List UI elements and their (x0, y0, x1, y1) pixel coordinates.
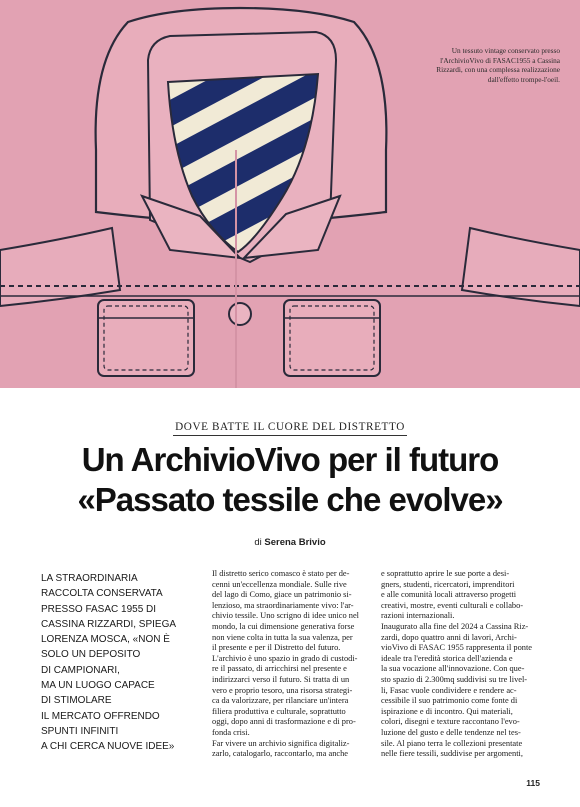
body-line: il presente e per il Distretto del futuro. (212, 643, 341, 653)
page-number: 115 (526, 778, 540, 788)
byline-prefix: di (254, 537, 262, 548)
body-line: non viene colta in tutta la sua valenza, per (212, 632, 353, 642)
body-column-2 (381, 569, 541, 760)
caption-line: Un tessuto vintage conservato presso (451, 46, 560, 55)
body-line: indirizzarci verso il futuro. Si tratta di un (212, 674, 350, 684)
body-line: cessibile il suo patrimonio come fonte di (381, 696, 518, 706)
caption-line: Rizzardi, con una complessa realizzazione (436, 65, 560, 75)
body-line: re il passato, di arricchirsi nel presente e (212, 664, 347, 674)
section-kicker (0, 421, 580, 433)
body-line: razioni internazionali. (381, 611, 455, 621)
pull-quote-line: PRESSO FASAC 1955 DI (41, 603, 157, 615)
body-line: fonda crisi. (212, 727, 250, 737)
body-line: ca da valorizzare, per rilanciare un'intera (212, 696, 349, 706)
body-line: lenzioso, ma straordinariamente vivo: l'ar- (212, 600, 354, 610)
pull-quote (41, 571, 191, 755)
body-line: gners, studenti, ricercatori, imprenditori (381, 579, 515, 589)
pull-quote-line: DI CAMPIONARI, (41, 664, 120, 676)
caption-line: dall'effetto trompe-l'oeil. (487, 74, 560, 84)
pull-quote-line: A CHI CERCA NUOVE IDEE» (41, 741, 175, 753)
body-line: Far vivere un archivio significa digitaliz- (212, 738, 350, 748)
hero-photo-fabric (0, 0, 580, 388)
body-line: luzione del gusto e delle tendenze nel tes- (381, 727, 521, 737)
body-line: ispirazione e di incontro. Qui materiali, (381, 706, 513, 716)
body-line: li, Fasac vuole condividere e rendere ac- (381, 685, 517, 695)
body-line: nelle fiere tessili, suddivise per argomenti, (381, 749, 523, 759)
body-line: e alle comunità locali attraverso progetti (381, 590, 517, 600)
byline (0, 537, 580, 548)
photo-caption (390, 46, 560, 84)
body-line: Il distretto serico comasco è stato per de- (212, 569, 350, 578)
pull-quote-line: CASSINA RIZZARDI, SPIEGA (41, 618, 177, 630)
body-line: cenni un'eccellenza mondiale. Sulle rive (212, 579, 347, 589)
caption-line: l'ArchivioVivo di FASAC1955 a Cassina (440, 55, 560, 65)
article-headline (0, 440, 580, 520)
body-line: Inaugurato alla fine del 2024 a Cassina Riz- (381, 621, 529, 631)
byline-author: Serena Brivio (264, 537, 326, 548)
body-line: L'archivio è uno spazio in grado di custodi- (212, 653, 358, 663)
body-line: vero e proprio tesoro, una risorsa strategi- (212, 685, 353, 695)
headline-line: Un ArchivioVivo per il futuro (81, 441, 499, 478)
body-line: ideale tra l'eredità storica dell'azienda e (381, 653, 513, 663)
pull-quote-line: MA UN LUOGO CAPACE (41, 680, 155, 692)
headline-line: «Passato tessile che evolve» (77, 481, 503, 518)
body-line: mondo, la cui dimensione generativa forse (212, 621, 355, 631)
body-line: vioVivo di FASAC 1955 rappresenta il ponte (381, 643, 533, 653)
body-line: la sua vocazione all'innovazione. Con que- (381, 664, 525, 674)
pull-quote-line: RACCOLTA CONSERVATA (41, 588, 163, 600)
body-line: del lago di Como, giace un patrimonio si- (212, 590, 352, 600)
pull-quote-line: DI STIMOLARE (41, 695, 112, 707)
pull-quote-line: SPUNTI INFINITI (41, 725, 119, 737)
body-column-1 (212, 569, 372, 760)
pull-quote-line: IL MERCATO OFFRENDO (41, 710, 160, 722)
body-line: zarlo, catalogarlo, raccontarlo, ma anche (212, 749, 349, 759)
body-line: oggi, dopo anni di trasformazione e di pro- (212, 717, 356, 727)
body-line: creativi, mostre, eventi culturali e collabo- (381, 600, 524, 610)
body-line: colori, disegni e texture raccontano l'evo- (381, 717, 520, 727)
body-line: filiera produttiva e culturale, soprattutto (212, 706, 346, 716)
kicker-text: DOVE BATTE IL CUORE DEL DISTRETTO (173, 421, 407, 436)
pull-quote-line: LA STRAORDINARIA (41, 573, 138, 584)
pull-quote-line: LORENZA MOSCA, «NON È (41, 634, 170, 646)
body-line: zardi, dopo quattro anni di lavori, Archi- (381, 632, 517, 642)
body-line: sto spazio di 2.300mq suddivisi su tre livel- (381, 674, 528, 684)
pull-quote-line: SOLO UN DEPOSITO (41, 649, 141, 661)
body-line: e soprattutto aprire le sue porte a desi- (381, 569, 510, 578)
body-line: sile. Al piano terra le collezioni presentate (381, 738, 523, 748)
body-line: chivio tessile. Uno scrigno di idee unico nel (212, 611, 359, 621)
